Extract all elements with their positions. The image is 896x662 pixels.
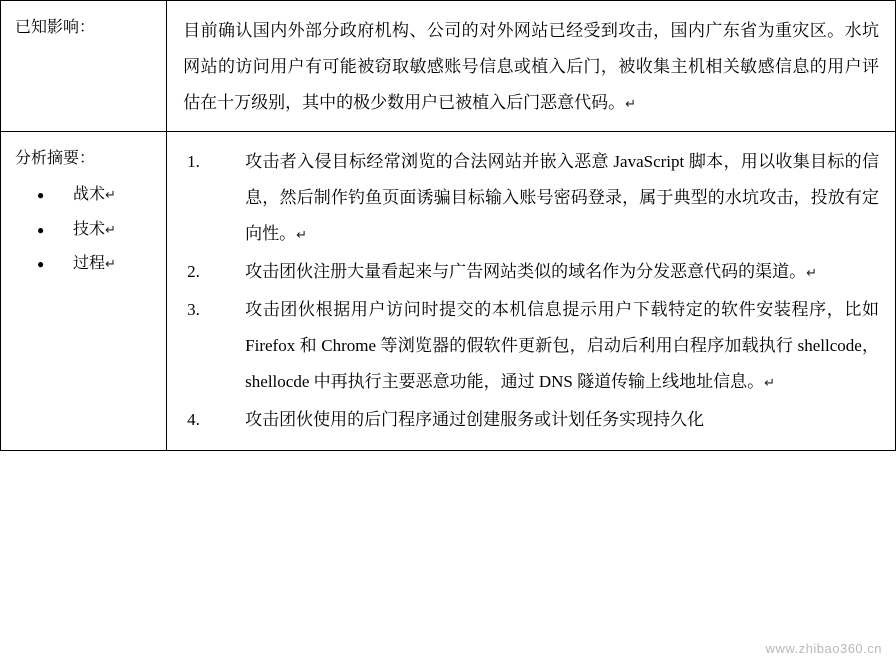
row-label-cell-impact [1,1,167,132]
summary-item-text-1: 攻击者入侵目标经常浏览的合法网站并嵌入恶意 JavaScript 脚本，用以收集目标的信息，然后制作钓鱼页面诱骗目标输入账号密码登录，属于典型的水坑攻击，投放有定向性。 [245,152,879,244]
list-item [183,254,879,290]
paragraph-mark: ↵ [105,221,116,237]
table-row [1,132,896,451]
bullet-label-tactics: 战术 [73,186,106,204]
table-row [1,1,896,132]
list-item [37,213,156,247]
summary-item-text-4: 攻击团伙使用的后门程序通过创建服务或计划任务实现持久化 [245,410,705,430]
row-label-cell-summary [1,132,167,451]
list-number: 4. [187,410,200,430]
list-item [37,178,156,212]
list-item [37,247,156,281]
paragraph-mark: ↵ [764,375,776,391]
label-known-impact: 已知影响： [15,19,96,36]
bullet-label-techniques: 技术 [73,220,106,238]
summary-item-text-3: 攻击团伙根据用户访问时提交的本机信息提示用户下载特定的软件安装程序，比如 Firefox 和 Chrome 等浏览器的假软件更新包，启动后利用白程序加载执行 shellcode，shellocde 中再执行主要恶意功能，通过 DNS 隧道传输上线地址信息。 [245,300,879,392]
known-impact-paragraph [183,13,879,121]
known-impact-text: 目前确认国内外部分政府机构、公司的对外网站已经受到攻击，国内广东省为重灾区。水坑网站的访问用户有可能被窃取敏感账号信息或植入后门，被收集主机相关敏感信息的用户评估在十万级别，其中的极少数用户已被植入后门恶意代码。 [183,21,879,113]
summary-numbered-list [183,144,879,438]
bullet-label-procedures: 过程 [73,255,106,273]
watermark: www.zhibao360.cn [765,641,882,656]
list-number: 3. [187,300,200,320]
paragraph-mark: ↵ [625,96,637,112]
paragraph-mark: ↵ [296,227,308,243]
list-item [183,402,879,438]
list-number: 2. [187,262,200,282]
paragraph-mark: ↵ [105,187,116,203]
row-body-cell-summary [167,132,896,451]
paragraph-mark: ↵ [806,265,818,281]
label-analysis-summary: 分析摘要： [15,150,96,168]
summary-bullet-list [15,178,156,281]
row-body-cell-impact [167,1,896,132]
list-item [183,292,879,400]
list-item [183,144,879,252]
list-number: 1. [187,152,200,172]
paragraph-mark: ↵ [105,256,116,272]
summary-item-text-2: 攻击团伙注册大量看起来与广告网站类似的域名作为分发恶意代码的渠道。 [245,262,807,282]
